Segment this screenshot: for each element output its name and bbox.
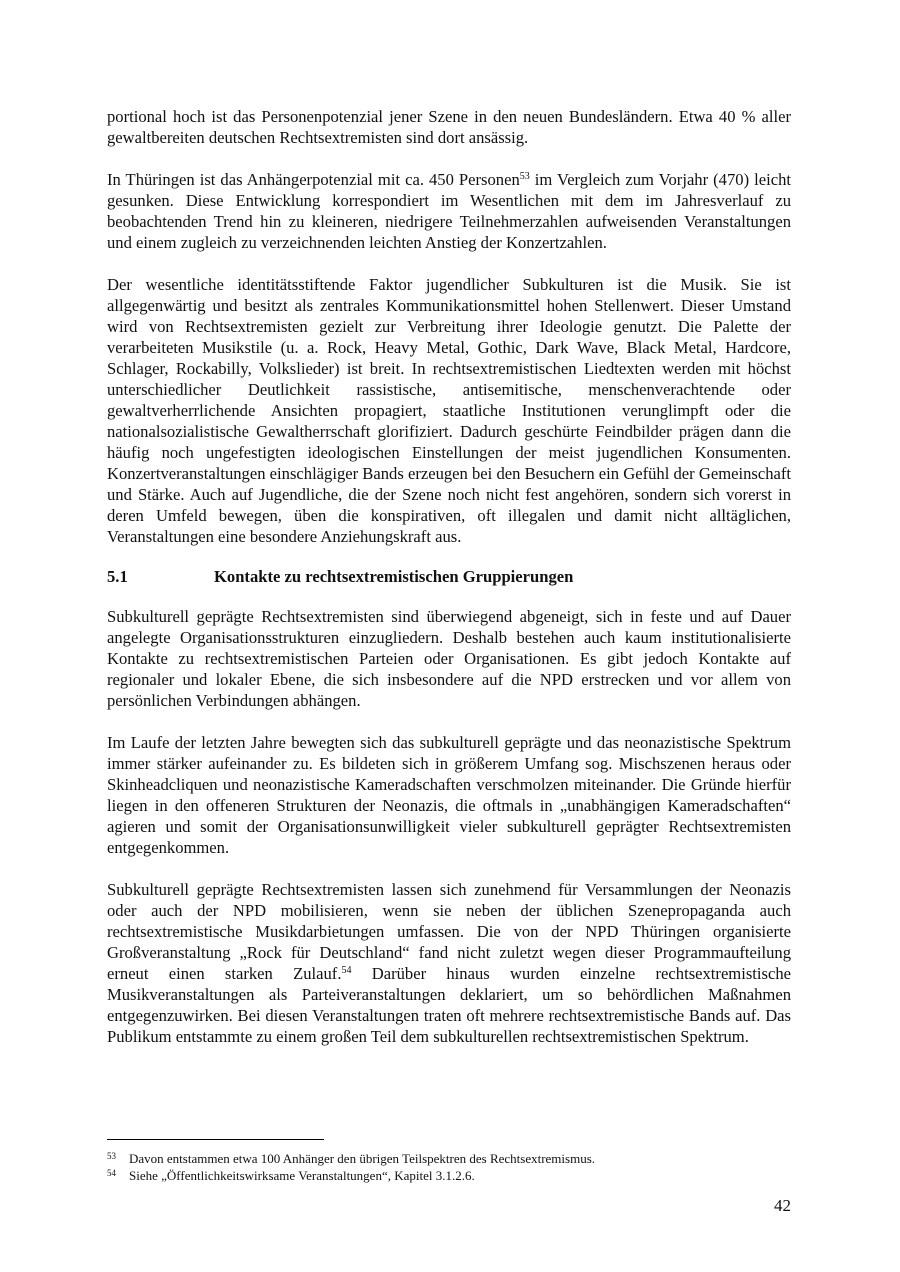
footnote-text: Siehe „Öffentlichkeitswirksame Veranstaltungen“, Kapitel 3.1.2.6.: [129, 1168, 475, 1183]
section-heading: [107, 566, 791, 587]
footnote-reference[interactable]: 53: [519, 171, 530, 182]
footnote: [107, 1167, 791, 1184]
footnote-reference[interactable]: 54: [341, 965, 352, 976]
paragraph: [107, 879, 791, 1047]
paragraph: portional hoch ist das Personenpotenzial jener Szene in den neuen Bundesländern. Etwa 40 % aller gewaltbereiten deutschen Rechtsextremisten sind dort ansässig.: [107, 107, 791, 147]
paragraph-text: Subkulturell geprägte Rechtsextremisten lassen sich zunehmend für Versammlungen der Neonazis oder auch der NPD mobilisieren, wenn sie neben der üblichen Szenepropaganda auch rechtsextremistische Musikdarbietungen umfassen. Die von der NPD Thüringen organisierte Großveranstaltung „Rock für Deutschland“ fand nicht zuletzt wegen dieser Programmaufteilung erneut einen starken Zulauf.: [107, 880, 791, 983]
paragraph: Im Laufe der letzten Jahre bewegten sich das subkulturell geprägte und das neonazistische Spektrum immer stärker aufeinander zu. Es bildeten sich in größerem Umfang sog. Mischszenen heraus oder Skinheadcliquen und neonazistische Kameradschaften verschmolzen miteinander. Die Gründe hierfür liegen in den offeneren Strukturen der Neonazis, die oftmals in „unabhängigen Kameradschaften“ agieren und somit der Organisationsunwilligkeit vieler subkulturell geprägter Rechtsextremisten entgegenkommen.: [107, 733, 791, 857]
footnotes: [107, 1150, 791, 1184]
footnote-number: 54: [107, 1168, 116, 1178]
paragraph: [107, 169, 791, 253]
paragraph-text: im Vergleich zum Vorjahr (470) leicht gesunken. Diese Entwicklung korrespondiert im Wesentlichen mit dem im Jahresverlauf zu beobachtenden Trend hin zu kleineren, niedrigere Teilnehmerzahlen aufweisenden Veranstaltungen und einem zugleich zu verzeichnenden leichten Anstieg der Konzertzahlen.: [107, 170, 791, 252]
footnote-separator: [107, 1139, 324, 1140]
footnote-number: 53: [107, 1151, 116, 1161]
paragraph-text: In Thüringen ist das Anhängerpotenzial mit ca. 450 Personen: [107, 170, 520, 189]
page-number: 42: [774, 1196, 791, 1215]
footnote-text: Davon entstammen etwa 100 Anhänger den übrigen Teilspektren des Rechtsextremismus.: [129, 1151, 596, 1166]
paragraph: Subkulturell geprägte Rechtsextremisten sind überwiegend abgeneigt, sich in feste und auf Dauer angelegte Organisationsstrukturen einzugliedern. Deshalb bestehen auch kaum institutionalisierte Kontakte zu rechtsextremistischen Parteien oder Organisationen. Es gibt jedoch Kontakte auf regionaler und lokaler Ebene, die sich insbesondere auf die NPD erstrecken und vor allem von persönlichen Verbindungen abhängen.: [107, 607, 791, 710]
section-number: 5.1: [107, 567, 128, 586]
page-body: [107, 106, 791, 1047]
paragraph-text: Darüber hinaus wurden einzelne rechtsextremistische Musikveranstaltungen als Parteiveranstaltungen deklariert, um so behördlichen Maßnahmen entgegenzuwirken. Bei diesen Veranstaltungen traten oft mehrere rechtsextremistische Bands auf. Das Publikum entstammte zu einem großen Teil dem subkulturellen rechtsextremistischen Spektrum.: [107, 964, 791, 1046]
section-title: Kontakte zu rechtsextremistischen Gruppierungen: [214, 567, 574, 586]
paragraph: Der wesentliche identitätsstiftende Faktor jugendlicher Subkulturen ist die Musik. Sie ist allgegenwärtig und besitzt als zentrales Kommunikationsmittel hohen Stellenwert. Dieser Umstand wird von Rechtsextremisten gezielt zur Verbreitung ihrer Ideologie genutzt. Die Palette der verarbeiteten Musikstile (u. a. Rock, Heavy Metal, Gothic, Dark Wave, Black Metal, Hardcore, Schlager, Rockabilly, Volkslieder) ist breit. In rechtsextremistischen Liedtexten werden mit höchst unterschiedlicher Deutlichkeit rassistische, antisemitische, menschenverachtende oder gewaltverherrlichende Ansichten propagiert, staatliche Institutionen verunglimpft oder die nationalsozialistische Gewaltherrschaft glorifiziert. Dadurch geschürte Feindbilder prägen dann die häufig noch ungefestigten ideologischen Einstellungen der meist jugendlichen Konsumenten. Konzertveranstaltungen einschlägiger Bands erzeugen bei den Besuchern ein Gefühl der Gemeinschaft und Stärke. Auch auf Jugendliche, die der Szene noch nicht fest angehören, sondern sich vorerst in deren Umfeld bewegen, üben die konspirativen, oft illegalen und damit nicht alltäglichen, Veranstaltungen eine besondere Anziehungskraft aus.: [107, 275, 791, 546]
footnote: [107, 1150, 791, 1167]
